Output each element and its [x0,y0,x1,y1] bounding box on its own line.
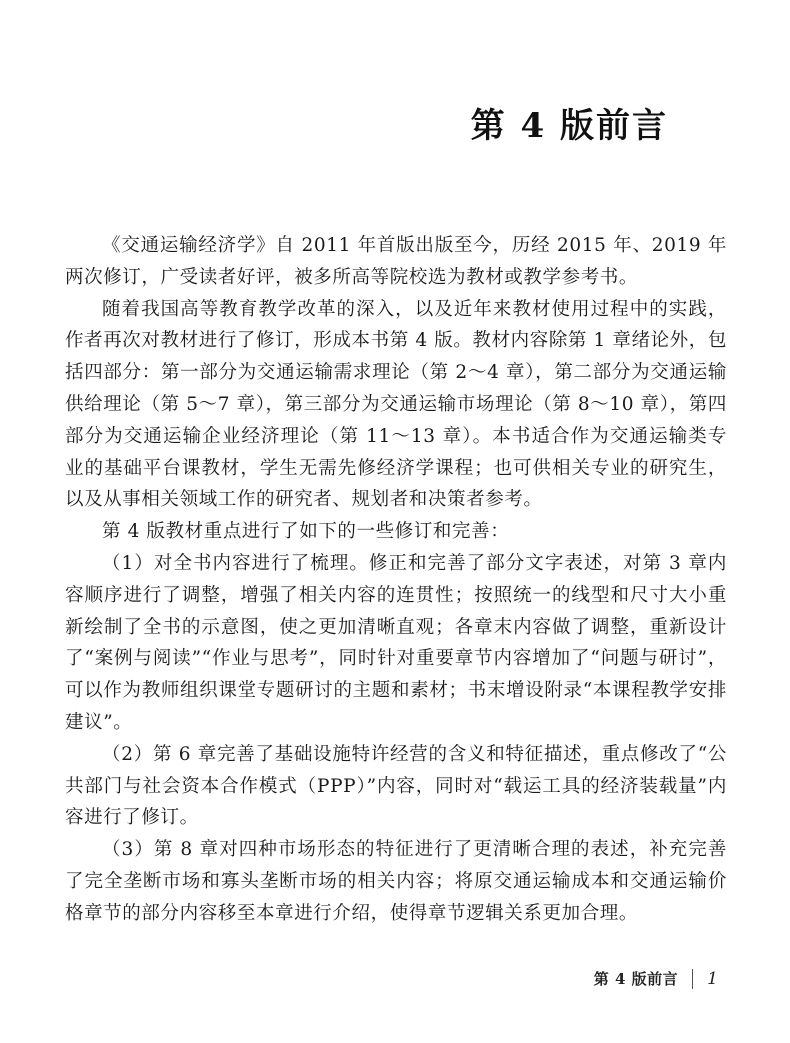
footer-divider [692,969,693,989]
paragraph-intro: 《交通运输经济学》自 2011 年首版出版至今，历经 2015 年、2019 年两次修订，广受读者好评，被多所高等院校选为教材或教学参考书。 [65,235,727,288]
paragraph-revision-overview: 随着我国高等教育教学改革的深入，以及近年来教材使用过程中的实践，作者再次对教材进行了修订，形成本书第 4 版。教材内容除第 1 章绪论外，包括四部分：第一部分为交通运输需求理论（第 2～4 章），第二部分为交通运输供给理论（第 5～7 章），第三部分为交通运输市场理论（第 8～10 章），第四部分为交通运输企业经济理论（第 11～13 章）。本书适合作为交通运输类专业的基础平台课教材，学生无需先修经济学课程；也可供相关专业的研究生，以及从事相关领域工作的研究者、规划者和决策者参考。 [65,298,727,511]
running-footer [594,968,718,989]
paragraph-revision-lead: 第 4 版教材重点进行了如下的一些修订和完善： [102,521,510,543]
paragraph-revision-item-3: （3）第 8 章对四种市场形态的特征进行了更清晰合理的表述，补充完善了完全垄断市场和寡头垄断市场的相关内容；将原交通运输成本和交通运输价格章节的部分内容移至本章进行介绍，使得章节逻辑关系更加合理。 [65,839,727,924]
page-number: 1 [707,968,718,989]
paragraph-revision-item-2: （2）第 6 章完善了基础设施特许经营的含义和特征描述，重点修改了“公共部门与社会资本合作模式（PPP）”内容，同时对“载运工具的经济装载量”内容进行了修订。 [65,743,727,829]
page-title: 第 4 版前言 [470,106,668,146]
preface-body [65,230,727,930]
paragraph-revision-item-1: （1）对全书内容进行了梳理。修正和完善了部分文字表述，对第 3 章内容顺序进行了调整，增强了相关内容的连贯性；按照统一的线型和尺寸大小重新绘制了全书的示意图，使之更加清晰直观；各章末内容做了调整，重新设计了“案例与阅读”“作业与思考”，同时针对重要章节内容增加了“问题与研讨”，可以作为教师组织课堂专题研讨的主题和素材；书末增设附录“本课程教学安排建议”。 [65,552,727,733]
footer-section-title: 第 4 版前言 [593,970,679,988]
